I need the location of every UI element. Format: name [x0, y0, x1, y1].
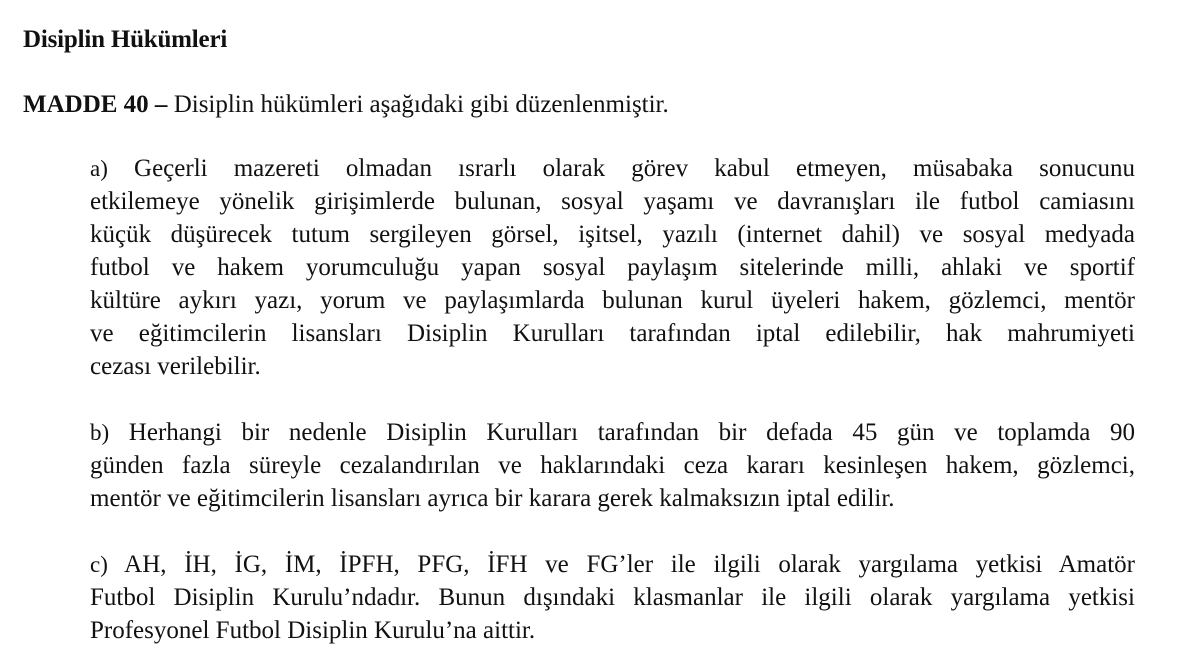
paragraph-line [90, 548, 1135, 581]
paragraph-line: mentör ve eğitimcilerin lisansları ayrıca bir karara gerek kalmaksızın iptal edilir. [90, 485, 895, 512]
paragraph-line: ve eğitimcilerin lisansları Disiplin Kurulları tarafından iptal edilebilir, hak mahrumiyeti [90, 320, 1135, 347]
paragraph-line: futbol ve hakem yorumculuğu yapan sosyal paylaşım sitelerinde milli, ahlaki ve sportif [90, 254, 1135, 281]
paragraph-line: kültüre aykırı yazı, yorum ve paylaşımlarda bulunan kurul üyeleri hakem, gözlemci, mentör [90, 287, 1135, 314]
paragraph-c [90, 548, 1135, 647]
paragraph-line: etkilemeye yönelik girişimlerde bulunan, sosyal yaşamı ve davranışları ile futbol camiasını [90, 188, 1135, 215]
article-number: MADDE 40 – [23, 91, 168, 118]
article-intro [23, 89, 669, 121]
paragraph-line: cezası verilebilir. [90, 353, 261, 380]
paragraph-label: a) [90, 156, 108, 181]
paragraph-label: c) [90, 552, 108, 577]
paragraph-line [90, 416, 1135, 449]
paragraph-line: günden fazla süreyle cezalandırılan ve haklarındaki ceza kararı kesinleşen hakem, gözlemci, [90, 452, 1135, 479]
article-intro-text: Disiplin hükümleri aşağıdaki gibi düzenlenmiştir. [167, 91, 669, 118]
paragraph-line-text: Geçerli mazereti olmadan ısrarlı olarak görev kabul etmeyen, müsabaka sonucunu [107, 155, 1135, 182]
section-title: Disiplin Hükümleri [23, 26, 228, 53]
paragraph-label: b) [90, 420, 110, 445]
paragraph-a [90, 152, 1135, 383]
paragraph-b [90, 416, 1135, 515]
paragraph-line-text: Herhangi bir nedenle Disiplin Kurulları tarafından bir defada 45 gün ve toplamda 90 [109, 419, 1135, 446]
paragraph-line-text: AH, İH, İG, İM, İPFH, PFG, İFH ve FG’ler ile ilgili olarak yargılama yetkisi Amatör [107, 551, 1135, 578]
paragraph-line [90, 152, 1135, 185]
paragraph-line: küçük düşürecek tutum sergileyen görsel, işitsel, yazılı (internet dahil) ve sosyal medyada [90, 221, 1135, 248]
paragraph-line: Futbol Disiplin Kurulu’ndadır. Bunun dışındaki klasmanlar ile ilgili olarak yargılama yetkisi [90, 584, 1135, 611]
paragraph-line: Profesyonel Futbol Disiplin Kurulu’na aittir. [90, 617, 536, 644]
